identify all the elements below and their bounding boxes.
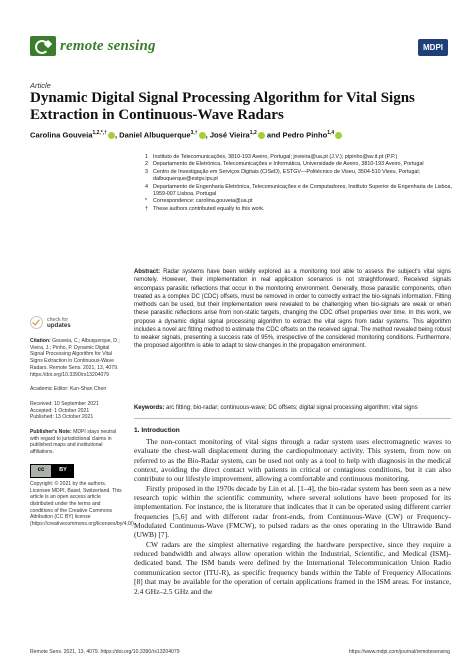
citation-block <box>30 338 124 378</box>
page-header <box>0 0 474 78</box>
check-updates-line1: check for <box>47 316 69 323</box>
affiliation-mark: 1 <box>145 154 148 160</box>
affiliation-text: Centro de Investigação em Serviços Digitais (CISeD), ESTGV—Politécnico de Viseu, 3504-510 Viseu, Portugal; dalbuquerque@estgv.ipv.pt <box>153 168 421 183</box>
published-date: Published: 13 October 2021 <box>30 414 94 421</box>
affiliation-item <box>145 169 455 183</box>
abstract-label: Abstract: <box>134 269 161 275</box>
journal-name: remote sensing <box>60 37 156 54</box>
affiliation-mark: 3 <box>145 168 148 175</box>
orcid-icon[interactable] <box>199 132 206 139</box>
author-name[interactable]: Daniel Albuquerque <box>119 130 191 140</box>
article-type: Article <box>30 81 51 90</box>
article-title: Dynamic Digital Signal Processing Algorithm for Vital Signs Extraction in Continuous-Wave Radars <box>30 90 415 123</box>
check-updates-icon <box>30 316 43 329</box>
author-affil-marks: 1,2 <box>249 130 257 136</box>
footer-citation-link[interactable]: Remote Sens. 2021, 13, 4079. https://doi.org/10.3390/rs13204079 <box>30 649 180 655</box>
received-date: Received: 10 September 2021 <box>30 400 99 407</box>
accepted-date: Accepted: 1 October 2021 <box>30 407 90 414</box>
body-paragraph: The non-contact monitoring of vital signs through a radar system uses electromagnetic waves to evaluate the chest-wall displacement during the cardiopulmonary activity. This system, from now on referred to as the Bio-Radar system, can be used not only as a tool to help with diagnosis in the medical context, avoiding the direct contact with patients in critical or contagious conditions, but it can also contribute to our lifestyle improvement, allowing a comfortable and continuous monitoring. <box>134 437 451 484</box>
footer-journal-link[interactable]: https://www.mdpi.com/journal/remotesensing <box>348 649 450 655</box>
editor-block <box>30 386 124 393</box>
author-name[interactable]: Pedro Pinho <box>282 130 328 140</box>
body-paragraph: CW radars are the simplest alternative regarding the hardware perspective, since they require a reduced bandwidth and always allow operation within the Industrial, Scientific, and Medical (ISM)-dedicated band. The ISM bands were defined by the International Telecommunication Union Radio communication sector (ITU-R), as specific frequency bands within the Table of Frequency Allocations [8] that may be available for the operation of certain applications framed in the ISM areas. For instance, 2.4 GHz–2.5 GHz and the <box>134 539 451 596</box>
orcid-icon[interactable] <box>335 132 342 139</box>
abstract-divider <box>134 418 451 419</box>
publisher-note-text: MDPI stays neutral with regard to jurisdictional claims in published maps and institutional affiliations. <box>30 429 117 456</box>
author-conjunction: and <box>266 130 281 140</box>
citation-label: Citation: <box>30 338 51 344</box>
affiliation-text: Instituto de Telecomunicações, 3810-193 Aveiro, Portugal; jnvieira@ua.pt (J.V.); ptpinho@av.it.pt (P.P.) <box>153 154 398 160</box>
affiliation-mark: * <box>145 198 148 205</box>
equal-contribution-note <box>145 206 455 213</box>
affiliation-mark: 2 <box>145 161 148 168</box>
publisher-note <box>30 429 124 456</box>
affiliation-text: Departamento de Engenharia Eletrónica, Telecomunicações e de Computadores, Instituto Superior de Engenharia de Lisboa, 1959-007 Lisboa, Portugal <box>153 183 452 197</box>
by-icon: BY <box>52 464 74 478</box>
abstract-text: Radar systems have been widely explored as a monitoring tool able to assess the subject's vital signs remotely. However, their implementation in real application scenarios is not straightforward. Received signals encompass parasitic reflections that occur in the monitoring environment. Generally, those parasitic components, often treated as a complex DC (CDC) offsets, must be removed in order to correctly extract the bio-signals information. Fitting methods can be used, but their implementation were revealed to be challenging when bio-signals are weak or when these parasitic reflections arise from non-static targets, changing the CDC offset properties over time. In this work, we propose a dynamic digital signal processing algorithm to extract the vital signs from radar systems. This algorithm includes a novel arc fitting method to estimate the CDC offsets on the received signal. The method revealed being robust to weaker signals, presenting a success rate of 95%, irrespective of the considered monitoring conditions. Furthermore, the proposed algorithm is able to adapt to slow changes in the propagation environment. <box>134 269 452 350</box>
keywords-text: arc fitting; bio-radar; continuous-wave; DC offsets; digital signal processing algorithm; vital signs <box>166 405 418 411</box>
author-affil-marks: 1,4 <box>327 130 335 136</box>
affiliation-text: Departamento de Eletrónica, Telecomunicações e Informática, Universidade de Aveiro, 3810-193 Aveiro, Portugal <box>153 161 424 168</box>
journal-logo[interactable] <box>30 36 156 56</box>
author-name[interactable]: José Vieira <box>209 130 250 140</box>
author-list: Carolina Gouveia$^{1,2,*,\dagger}$ , Daniel Albuquerque$^{3,\dagger}$ , José Vieira$^{1,2}$ and Pedro Pinho$^{1,4}$ <box>30 130 450 140</box>
check-updates-line2: updates <box>47 321 71 329</box>
publisher-note-label: Publisher's Note: <box>30 429 72 436</box>
section-body <box>134 437 451 596</box>
orcid-icon[interactable] <box>258 132 265 139</box>
orcid-icon[interactable] <box>108 132 115 139</box>
affiliation-item <box>145 154 455 161</box>
article-sidebar <box>30 316 136 536</box>
author-name[interactable]: Carolina Gouveia <box>30 130 93 140</box>
mdpi-logo[interactable]: MDPI <box>418 39 448 56</box>
citation-text[interactable]: Gouveia, C.; Albuquerque, D.; Vieira, J.; Pinho, P. Dynamic Digital Signal Processing Algorithm for Vital Signs Extraction in Continuous-Wave Radars. Remote Sens. 2021, 13, 4079. https://doi.org/10.3390/rs13204079 <box>30 338 120 378</box>
section-heading: 1. Introduction <box>134 427 180 434</box>
author-affil-marks: 3,† <box>190 130 198 136</box>
affiliation-item <box>145 161 455 168</box>
copyright-text: Copyright: © 2021 by the authors. Licensee MDPI, Basel, Switzerland. This article is an open access article distributed under the terms and conditions of the Creative Commons Attribution (CC BY) license (https://creativecommons.org/licenses/by/4.0/). <box>30 480 136 528</box>
keywords <box>134 404 451 412</box>
editor-name: Kun-Shan Chen <box>69 386 107 393</box>
dates-block <box>30 401 124 421</box>
equal-contribution-text: These authors contributed equally to this work. <box>153 205 265 212</box>
author-affil-marks: 1,2,*,† <box>92 130 107 136</box>
editor-label: Academic Editor: <box>30 386 69 393</box>
affiliation-mark: † <box>145 205 148 212</box>
abstract <box>134 268 451 351</box>
check-for-updates-button[interactable] <box>30 316 124 329</box>
copyright-block <box>30 480 136 528</box>
correspondence-item <box>145 198 455 205</box>
affiliations <box>145 154 455 213</box>
cc-by-license-icon[interactable] <box>30 464 74 478</box>
affiliation-mark: 4 <box>145 183 148 190</box>
cc-icon: cc <box>30 464 52 478</box>
body-paragraph: Firstly proposed in the 1970s decade by Lin et al. [1–4], the bio-radar system has been seen as a new research topic within the scientific community, where several solutions have been proposed for its implementation. For instance, the is literature that indicates that it can be operated using different carrier frequencies [5,6] and with different radar front-ends, from Continuous-Wave (CW) or Frequency-Modulated Continuous-Wave (FMCW), to pulsed radars as the ones operating in the Ultrawide Band (UWB) [7]. <box>134 483 451 540</box>
remote-sensing-logo-icon <box>30 36 56 56</box>
affiliation-item <box>145 184 455 198</box>
correspondence-text[interactable]: Correspondence: carolina.gouveia@ua.pt <box>153 198 253 205</box>
keywords-label: Keywords: <box>134 405 165 411</box>
